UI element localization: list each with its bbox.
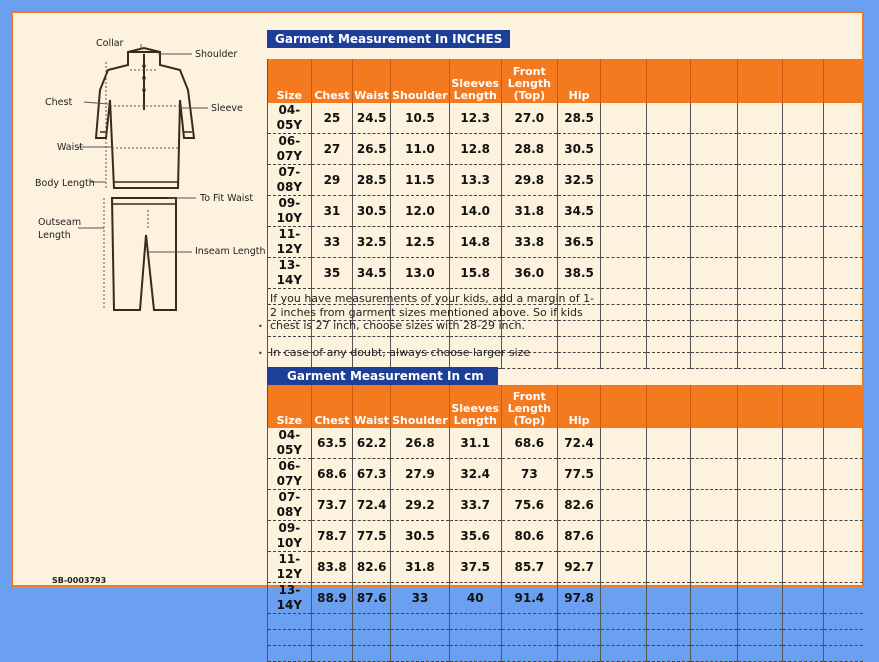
empty-cell [737,103,783,134]
empty-cell [737,614,783,630]
blank-row [268,646,864,662]
empty-cell [691,321,737,337]
empty-cell [783,289,823,305]
empty-cell [823,552,863,583]
empty-cell [646,258,691,289]
empty-cell [783,490,823,521]
table-cell: 40 [449,583,501,614]
empty-cell [449,630,501,646]
table-row [268,583,864,614]
blank-row [268,614,864,630]
empty-cell [501,614,557,630]
empty-cell [737,227,783,258]
empty-cell [268,630,312,646]
column-header: Chest [311,385,352,428]
empty-cell [823,103,863,134]
empty-cell [601,646,647,662]
table-cell: 13-14Y [268,583,312,614]
empty-cell [601,134,647,165]
table-cell: 68.6 [311,459,352,490]
empty-cell [737,337,783,353]
empty-cell [691,646,737,662]
table-cell: 14.0 [449,196,501,227]
inseam-length-label: Inseam Length [195,246,266,257]
table-cell: 35 [311,258,352,289]
empty-cell [691,258,737,289]
table-cell: 28.5 [353,165,391,196]
table-cell: 68.6 [501,428,557,459]
table-cell: 83.8 [311,552,352,583]
empty-cell [823,630,863,646]
column-header: Shoulder [391,59,450,103]
table-cell: 67.3 [353,459,391,490]
table-cell: 34.5 [558,196,601,227]
blank-column-header [783,59,823,103]
empty-cell [783,337,823,353]
empty-cell [646,521,691,552]
empty-cell [691,459,737,490]
empty-cell [601,521,647,552]
product-code: SB-0003793 [52,576,107,585]
table-cell: 12.3 [449,103,501,134]
empty-cell [783,614,823,630]
table-cell: 12.8 [449,134,501,165]
empty-cell [601,614,647,630]
column-header: Waist [353,59,391,103]
empty-cell [691,521,737,552]
empty-cell [691,552,737,583]
outseam-length-label: Outseam Length [38,217,82,241]
table-cell: 37.5 [449,552,501,583]
table-cell: 75.6 [501,490,557,521]
empty-cell [737,646,783,662]
column-header: Sleeves Length [449,59,501,103]
table-cell: 13.0 [391,258,450,289]
table-cell: 12.5 [391,227,450,258]
empty-cell [646,321,691,337]
table-cell: 33.7 [449,490,501,521]
table-cell: 30.5 [391,521,450,552]
empty-cell [646,196,691,227]
empty-cell [823,165,863,196]
table-row [268,428,864,459]
table-cell: 34.5 [353,258,391,289]
table-cell: 72.4 [353,490,391,521]
column-header: Chest [311,59,352,103]
table-row [268,258,864,289]
table-cell: 14.8 [449,227,501,258]
table-cell: 11.0 [391,134,450,165]
table-cell: 28.5 [558,103,601,134]
empty-cell [601,305,647,321]
empty-cell [646,134,691,165]
table-cell: 29 [311,165,352,196]
table-cell: 13-14Y [268,258,312,289]
table-cell: 91.4 [501,583,557,614]
empty-cell [823,289,863,305]
empty-cell [646,227,691,258]
blank-column-header [783,385,823,428]
empty-cell [646,353,691,369]
empty-cell [646,165,691,196]
body-length-label: Body Length [35,178,95,189]
column-header: Size [268,59,312,103]
empty-cell [646,552,691,583]
empty-cell [691,353,737,369]
column-header: Front Length (Top) [501,385,557,428]
table-cell: 27.9 [391,459,450,490]
column-header: Waist [353,385,391,428]
table-cell: 07-08Y [268,165,312,196]
blank-column-header [737,59,783,103]
empty-cell [783,103,823,134]
empty-cell [268,646,312,662]
empty-cell [823,134,863,165]
table-cell: 04-05Y [268,428,312,459]
table-cell: 33 [391,583,450,614]
table-cell: 77.5 [353,521,391,552]
table-cell: 07-08Y [268,490,312,521]
empty-cell [737,196,783,227]
empty-cell [737,353,783,369]
empty-cell [646,103,691,134]
table-cell: 11-12Y [268,227,312,258]
collar-label: Collar [96,38,124,49]
blank-column-header [691,59,737,103]
empty-cell [558,353,601,369]
table-cell: 04-05Y [268,103,312,134]
empty-cell [691,337,737,353]
table-cell: 15.8 [449,258,501,289]
empty-cell [268,614,312,630]
table-cell: 82.6 [353,552,391,583]
blank-column-header [601,59,647,103]
empty-cell [601,321,647,337]
empty-cell [783,646,823,662]
empty-cell [737,258,783,289]
table-row [268,227,864,258]
table-cell: 29.2 [391,490,450,521]
empty-cell [353,646,391,662]
empty-cell [558,630,601,646]
empty-cell [501,630,557,646]
table-cell: 13.3 [449,165,501,196]
empty-cell [646,490,691,521]
empty-cell [783,165,823,196]
table-cell: 36.0 [501,258,557,289]
empty-cell [737,583,783,614]
empty-cell [823,196,863,227]
empty-cell [823,646,863,662]
empty-cell [737,305,783,321]
empty-cell [691,583,737,614]
table-cell: 26.8 [391,428,450,459]
column-header: Sleeves Length [449,385,501,428]
empty-cell [783,134,823,165]
table-cell: 72.4 [558,428,601,459]
empty-cell [783,552,823,583]
empty-cell [737,289,783,305]
empty-cell [691,196,737,227]
column-header: Size [268,385,312,428]
table-cell: 32.4 [449,459,501,490]
column-header: Front Length (Top) [501,59,557,103]
empty-cell [737,490,783,521]
empty-cell [823,490,863,521]
table-cell: 31.1 [449,428,501,459]
cm-table-title: Garment Measurement In cm [267,367,498,385]
empty-cell [691,305,737,321]
cm-size-table [267,385,863,662]
blank-column-header [823,59,863,103]
empty-cell [737,165,783,196]
empty-cell [311,614,352,630]
empty-cell [783,258,823,289]
empty-cell [823,521,863,552]
empty-cell [691,165,737,196]
empty-cell [823,321,863,337]
empty-cell [646,630,691,646]
table-cell: 38.5 [558,258,601,289]
table-cell: 62.2 [353,428,391,459]
table-cell: 29.8 [501,165,557,196]
empty-cell [783,459,823,490]
table-row [268,490,864,521]
table-cell: 87.6 [558,521,601,552]
table-cell: 06-07Y [268,134,312,165]
blank-column-header [646,59,691,103]
empty-cell [823,583,863,614]
empty-cell [823,353,863,369]
empty-cell [601,583,647,614]
blank-column-header [737,385,783,428]
note-bullet: • [258,349,263,358]
empty-cell [823,337,863,353]
empty-cell [391,614,450,630]
table-cell: 80.6 [501,521,557,552]
empty-cell [823,428,863,459]
empty-cell [601,428,647,459]
table-cell: 32.5 [353,227,391,258]
empty-cell [601,337,647,353]
empty-cell [823,614,863,630]
empty-cell [601,630,647,646]
empty-cell [311,646,352,662]
table-cell: 88.9 [311,583,352,614]
empty-cell [601,165,647,196]
empty-cell [783,521,823,552]
table-cell: 32.5 [558,165,601,196]
table-cell: 36.5 [558,227,601,258]
empty-cell [783,428,823,459]
empty-cell [783,353,823,369]
empty-cell [691,134,737,165]
empty-cell [691,428,737,459]
table-cell: 27 [311,134,352,165]
empty-cell [391,646,450,662]
blank-column-header [646,385,691,428]
empty-cell [449,646,501,662]
blank-column-header [823,385,863,428]
empty-cell [691,630,737,646]
table-cell: 92.7 [558,552,601,583]
empty-cell [601,289,647,305]
empty-cell [691,490,737,521]
empty-cell [823,227,863,258]
table-cell: 12.0 [391,196,450,227]
empty-cell [646,583,691,614]
empty-cell [353,614,391,630]
empty-cell [646,337,691,353]
table-cell: 73 [501,459,557,490]
empty-cell [737,459,783,490]
column-header: Shoulder [391,385,450,428]
empty-cell [823,459,863,490]
empty-cell [601,459,647,490]
empty-cell [646,289,691,305]
table-row [268,134,864,165]
empty-cell [783,305,823,321]
empty-cell [501,646,557,662]
blank-column-header [691,385,737,428]
column-header: Hip [558,59,601,103]
empty-cell [737,134,783,165]
table-row [268,459,864,490]
table-cell: 31 [311,196,352,227]
blank-column-header [601,385,647,428]
empty-cell [391,630,450,646]
empty-cell [601,490,647,521]
empty-cell [691,614,737,630]
empty-cell [449,614,501,630]
empty-cell [558,337,601,353]
table-cell: 28.8 [501,134,557,165]
table-cell: 11-12Y [268,552,312,583]
table-cell: 77.5 [558,459,601,490]
column-header: Hip [558,385,601,428]
table-cell: 30.5 [353,196,391,227]
table-cell: 35.6 [449,521,501,552]
empty-cell [601,353,647,369]
empty-cell [691,227,737,258]
empty-cell [737,521,783,552]
measurement-note: If you have measurements of your kids, add a margin of 1-2 inches from garment sizes mentioned above. So if kids chest is 27 inch, choose sizes with 28-29 inch. [270,292,595,332]
empty-cell [646,428,691,459]
blank-row [268,630,864,646]
empty-cell [646,646,691,662]
empty-cell [558,646,601,662]
table-row [268,165,864,196]
empty-cell [823,305,863,321]
empty-cell [783,630,823,646]
table-row [268,552,864,583]
table-cell: 26.5 [353,134,391,165]
empty-cell [601,227,647,258]
inches-table-title: Garment Measurement In INCHES [267,30,510,48]
empty-cell [601,103,647,134]
table-cell: 24.5 [353,103,391,134]
empty-cell [691,289,737,305]
empty-cell [601,552,647,583]
empty-cell [783,196,823,227]
table-cell: 78.7 [311,521,352,552]
shoulder-label: Shoulder [195,49,238,60]
table-cell: 87.6 [353,583,391,614]
empty-cell [823,258,863,289]
table-cell: 73.7 [311,490,352,521]
empty-cell [646,614,691,630]
empty-cell [646,459,691,490]
empty-cell [737,552,783,583]
empty-cell [353,630,391,646]
empty-cell [558,614,601,630]
chest-label: Chest [45,97,73,108]
empty-cell [646,305,691,321]
table-cell: 85.7 [501,552,557,583]
empty-cell [737,428,783,459]
table-cell: 25 [311,103,352,134]
empty-cell [601,258,647,289]
empty-cell [311,630,352,646]
table-cell: 06-07Y [268,459,312,490]
empty-cell [737,321,783,337]
table-row [268,103,864,134]
note-bullet: • [258,322,263,331]
table-cell: 31.8 [391,552,450,583]
to-fit-waist-label: To Fit Waist [200,193,254,204]
empty-cell [601,196,647,227]
empty-cell [783,321,823,337]
table-cell: 10.5 [391,103,450,134]
sleeve-label: Sleeve [211,103,243,114]
table-cell: 09-10Y [268,196,312,227]
waist-label: Waist [57,142,83,153]
doubt-note: In case of any doubt, always choose larger size [270,346,531,359]
table-cell: 30.5 [558,134,601,165]
empty-cell [691,103,737,134]
table-cell: 97.8 [558,583,601,614]
table-cell: 27.0 [501,103,557,134]
table-row [268,196,864,227]
empty-cell [737,630,783,646]
table-cell: 82.6 [558,490,601,521]
garment-diagram [30,30,270,320]
empty-cell [783,583,823,614]
table-row [268,521,864,552]
table-cell: 31.8 [501,196,557,227]
table-cell: 11.5 [391,165,450,196]
table-cell: 63.5 [311,428,352,459]
table-cell: 33 [311,227,352,258]
table-cell: 09-10Y [268,521,312,552]
table-cell: 33.8 [501,227,557,258]
empty-cell [783,227,823,258]
